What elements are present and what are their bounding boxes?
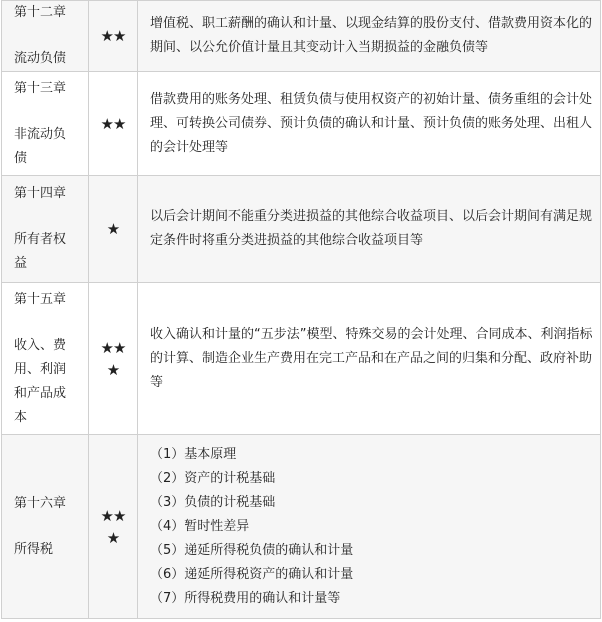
content-list (150, 443, 594, 611)
chapter-name: 所有者权 (14, 232, 67, 247)
chapter-cell (2, 72, 89, 176)
chapter-number: 第十三章 (14, 80, 67, 96)
list-item: （6）递延所得税资产的确认和计量 (150, 566, 354, 582)
table-row (2, 72, 601, 176)
chapter-name: 收入、费 (14, 337, 67, 353)
chapter-name: 和产品成 (14, 385, 67, 401)
content-cell (138, 283, 601, 435)
content-cell (138, 72, 601, 176)
importance-cell (89, 1, 138, 72)
importance-stars: ★ (106, 528, 120, 547)
importance-cell (89, 283, 138, 435)
content-cell (138, 435, 601, 619)
table-row (2, 435, 601, 619)
importance-stars: ★★ (100, 338, 126, 357)
list-item: （7）所得税费用的确认和计量等 (150, 590, 341, 606)
chapter-name: 流动负债 (14, 51, 67, 66)
importance-stars: ★★ (100, 114, 126, 133)
table-row (2, 283, 601, 435)
chapter-cell (2, 283, 89, 435)
importance-cell (89, 176, 138, 283)
content-cell (138, 1, 601, 72)
chapter-number: 第十四章 (14, 186, 67, 201)
importance-cell (89, 435, 138, 619)
chapter-name: 债 (14, 150, 28, 166)
chapter-number: 第十六章 (14, 495, 67, 511)
chapter-cell (2, 176, 89, 283)
chapter-importance-table (1, 0, 601, 619)
chapter-name: 用、利润 (14, 361, 67, 377)
chapter-number: 第十五章 (14, 291, 67, 307)
importance-stars: ★★ (100, 506, 126, 525)
importance-stars: ★ (106, 360, 120, 379)
chapter-name: 本 (14, 409, 28, 425)
list-item: （3）负债的计税基础 (150, 494, 276, 510)
importance-cell (89, 72, 138, 176)
importance-stars: ★★ (100, 27, 126, 45)
importance-stars: ★ (106, 220, 120, 238)
content-text: 借款费用的账务处理、租赁负债与使用权资产的初始计量、债务重组的会计处理、可转换公司债券、预计负债的确认和计量、预计负债的账务处理、出租人的会计处理等 (150, 91, 593, 155)
content-cell (138, 176, 601, 283)
list-item: （1）基本原理 (150, 446, 237, 462)
chapter-cell (2, 1, 89, 72)
table-row (2, 176, 601, 283)
table-row (2, 1, 601, 72)
content-text: 以后会计期间不能重分类进损益的其他综合收益项目、以后会计期间有满足规定条件时将重分类进损益的其他综合收益项目等 (150, 209, 593, 248)
list-item: （4）暂时性差异 (150, 518, 250, 534)
content-text: 增值税、职工薪酬的确认和计量、以现金结算的股份支付、借款费用资本化的期间、以公允价值计量且其变动计入当期损益的金融负债等 (150, 16, 593, 55)
chapter-name: 非流动负 (14, 126, 67, 142)
chapter-name: 益 (14, 256, 28, 271)
list-item: （5）递延所得税负债的确认和计量 (150, 542, 354, 558)
chapter-name: 所得税 (14, 541, 54, 557)
chapter-number: 第十二章 (14, 5, 67, 20)
chapter-cell (2, 435, 89, 619)
content-text: 收入确认和计量的“五步法”模型、特殊交易的会计处理、合同成本、利润指标的计算、制造企业生产费用在完工产品和在产品之间的归集和分配、政府补助等 (150, 326, 593, 390)
list-item: （2）资产的计税基础 (150, 470, 276, 486)
